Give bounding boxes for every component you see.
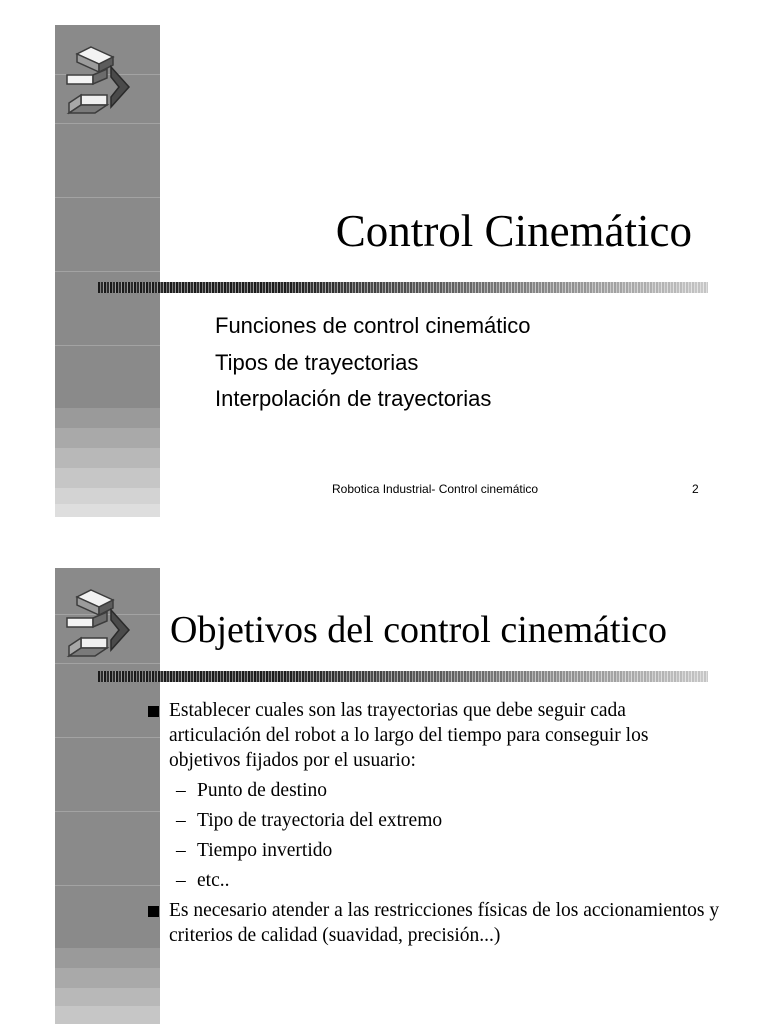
dash-bullet-icon: –: [176, 810, 186, 831]
list-item: Funciones de control cinemático: [215, 313, 531, 338]
sub-bullet-item: [140, 838, 720, 863]
square-bullet-icon: [148, 906, 159, 917]
sidebar-panel: [55, 25, 160, 517]
dash-bullet-icon: –: [176, 840, 186, 861]
bullet-text: Es necesario atender a las restricciones físicas de los accionamientos y criterios de calidad (suavidad, precisión...): [169, 900, 720, 946]
sub-bullet-text: Tiempo invertido: [197, 840, 333, 861]
sub-bullet-text: Punto de destino: [197, 780, 327, 801]
topic-list: [215, 308, 531, 418]
logo-icon: [61, 586, 133, 664]
sub-bullet-item: [140, 808, 720, 833]
square-bullet-icon: [148, 706, 159, 717]
slide-2: [0, 540, 768, 1024]
list-item: Interpolación de trayectorias: [215, 386, 492, 411]
slide-title: Control Cinemático: [335, 206, 692, 256]
sub-bullet-item: [140, 778, 720, 803]
sub-bullet-text: Tipo de trayectoria del extremo: [197, 810, 443, 831]
slide-content: [140, 698, 720, 953]
title-divider: [98, 671, 708, 682]
slide-footer: Robotica Industrial- Control cinemático: [332, 482, 539, 496]
logo-icon: [61, 43, 133, 121]
sub-bullet-text: etc..: [197, 870, 230, 891]
bullet-text: Establecer cuales son las trayectorias que debe seguir cada articulación del robot a lo largo del tiempo para conseguir los objetivos fijados por el usuario:: [169, 700, 649, 771]
list-item: Tipos de trayectorias: [215, 349, 419, 375]
page-number: 2: [692, 482, 699, 496]
bullet-item: [140, 698, 720, 773]
dash-bullet-icon: –: [176, 780, 186, 801]
dash-bullet-icon: –: [176, 870, 186, 891]
sub-bullet-item: [140, 868, 720, 893]
bullet-item: [140, 898, 720, 948]
slide-title: Objetivos del control cinemático: [170, 609, 668, 651]
title-divider: [98, 282, 708, 293]
